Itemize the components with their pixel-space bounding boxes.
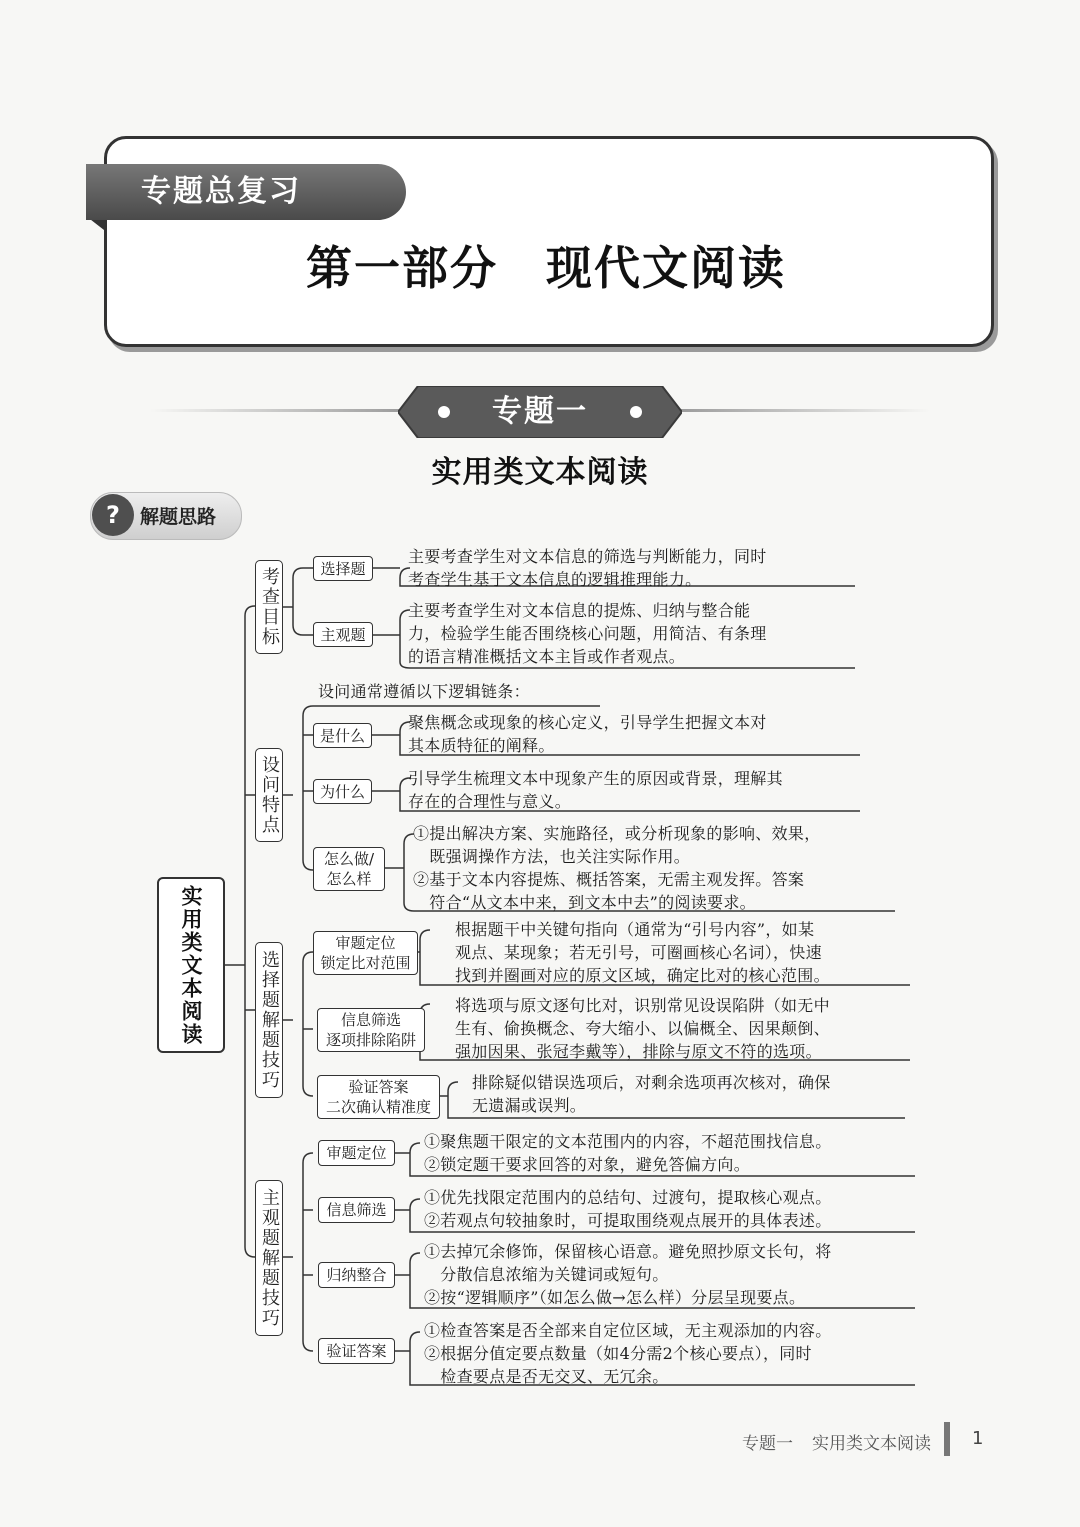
description-line: 无遗漏或误判。 xyxy=(472,1096,587,1115)
leaf-subj-filter xyxy=(318,1197,395,1223)
topic-label: 专题一 xyxy=(492,394,588,429)
root-label: 实用类文本阅读 xyxy=(179,884,203,1046)
category-label: 选择题解题技巧 xyxy=(259,950,280,1090)
description-line: 检查要点是否无交叉、无冗余。 xyxy=(424,1367,669,1386)
description-line: 其本质特征的阐释。 xyxy=(408,736,555,755)
footer-title: 实用类文本阅读 xyxy=(812,1434,931,1454)
approach-label: 解题思路 xyxy=(140,506,217,528)
question-bulb-icon: ? xyxy=(92,494,134,536)
description-line: 观点、某现象；若无引号，可圈画核心名词），快速 xyxy=(455,943,822,962)
leaf-label: 选择题 xyxy=(320,559,366,578)
leaf-label: 主观题 xyxy=(320,625,366,644)
leaf-label: 是什么 xyxy=(319,726,365,745)
topic-subtitle: 实用类文本阅读 xyxy=(431,455,649,490)
category-exam-goals xyxy=(255,560,283,654)
page-number: 1 xyxy=(972,1428,984,1449)
feature-description xyxy=(408,711,767,757)
description-line: 分散信息浓缩为关键词或短句。 xyxy=(424,1265,669,1284)
description-line: 聚焦概念或现象的核心定义，引导学生把握文本对 xyxy=(408,713,767,732)
feature-description xyxy=(413,822,821,914)
leaf-verify-choice xyxy=(317,1075,440,1119)
description-line: 主要考查学生对文本信息的提炼、归纳与整合能 xyxy=(408,601,751,620)
footer-divider xyxy=(944,1422,950,1456)
category-choice-skills xyxy=(255,942,283,1098)
description-line: 生有、偷换概念、夸大缩小、以偏概全、因果颠倒、 xyxy=(455,1019,830,1038)
subjective-skill-description xyxy=(424,1186,832,1232)
description-line: ②按“逻辑顺序”（如怎么做→怎么样）分层呈现要点。 xyxy=(424,1288,806,1307)
feature-description xyxy=(408,767,783,813)
leaf-locate-scope xyxy=(313,931,418,975)
goal-description xyxy=(408,545,767,591)
description-line: ②锁定题干要求回答的对象，避免答偏方向。 xyxy=(424,1155,751,1174)
subjective-skill-description xyxy=(424,1130,832,1176)
description-line: ①提出解决方案、实施路径，或分析现象的影响、效果， xyxy=(413,824,821,843)
category-label: 考查目标 xyxy=(259,567,280,647)
mindmap-root xyxy=(157,877,225,1053)
subjective-skill-description xyxy=(424,1240,832,1309)
description-line: ①检查答案是否全部来自定位区域，无主观添加的内容。 xyxy=(424,1321,832,1340)
description-line: ①优先找限定范围内的总结句、过渡句，提取核心观点。 xyxy=(424,1188,832,1207)
leaf-subj-summarize xyxy=(318,1262,395,1288)
leaf-what xyxy=(313,723,372,748)
description-line: 强加因果、张冠李戴等），排除与原文不符的选项。 xyxy=(455,1042,822,1061)
description-line: ①去掉冗余修饰，保留核心语意。避免照抄原文长句，将 xyxy=(424,1242,832,1261)
description-line: 主要考查学生对文本信息的筛选与判断能力，同时 xyxy=(408,547,767,566)
choice-skill-description xyxy=(472,1071,831,1117)
category-question-features xyxy=(255,748,283,842)
description-line: 排除疑似错误选项后，对剩余选项再次核对，确保 xyxy=(472,1073,831,1092)
leaf-choice-question xyxy=(313,556,373,581)
leaf-subj-locate xyxy=(318,1140,395,1166)
subjective-skill-description xyxy=(424,1319,832,1388)
description-line: 的语言精准概括文本主旨或作者观点。 xyxy=(408,647,686,666)
category-subjective-skills xyxy=(255,1180,283,1336)
description-line: 符合“从文本中来，到文本中去”的阅读要求。 xyxy=(413,893,756,912)
leaf-label: 审题定位 xyxy=(326,1144,387,1162)
leaf-label: 归纳整合 xyxy=(326,1266,387,1284)
part-title: 第一部分 现代文阅读 xyxy=(306,241,786,295)
description-line: 根据题干中关键句指向（通常为“引号内容”，如某 xyxy=(455,920,815,939)
description-line: 力，检验学生能否围绕核心问题，用简洁、有条理 xyxy=(408,624,767,643)
review-tag: 专题总复习 xyxy=(86,164,406,220)
category-label: 设问特点 xyxy=(259,755,280,835)
description-line: ②若观点句较抽象时，可提取围绕观点展开的具体表述。 xyxy=(424,1211,832,1230)
description-line: 将选项与原文逐句比对，识别常见设误陷阱（如无中 xyxy=(455,996,830,1015)
category-label: 主观题解题技巧 xyxy=(259,1188,280,1328)
leaf-label: 信息筛选 逐项排除陷阱 xyxy=(325,1011,416,1049)
description-line: ②根据分值定要点数量（如4分需2个核心要点），同时 xyxy=(424,1344,812,1363)
question-intro: 设问通常遵循以下逻辑链条： xyxy=(318,682,530,701)
goal-description xyxy=(408,599,767,668)
description-line: 存在的合理性与意义。 xyxy=(408,792,572,811)
leaf-subj-verify xyxy=(318,1338,395,1364)
description-line: 既强调操作方法，也关注实际作用。 xyxy=(413,847,691,866)
description-line: ①聚焦题干限定的文本范围内的内容，不超范围找信息。 xyxy=(424,1132,832,1151)
leaf-how xyxy=(313,847,385,891)
description-line: ②基于文本内容提炼、概括答案，无需主观发挥。答案 xyxy=(413,870,805,889)
description-line: 引导学生梳理文本中现象产生的原因或背景，理解其 xyxy=(408,769,783,788)
choice-skill-description xyxy=(455,994,830,1063)
leaf-label: 审题定位 锁定比对范围 xyxy=(320,934,411,972)
leaf-eliminate-traps xyxy=(317,1008,425,1052)
leaf-label: 怎么做/ 怎么样 xyxy=(323,850,375,888)
choice-skill-description xyxy=(455,918,830,987)
description-line: 考查学生基于文本信息的逻辑推理能力。 xyxy=(408,570,702,589)
leaf-label: 信息筛选 xyxy=(326,1201,387,1219)
leaf-label: 验证答案 xyxy=(326,1342,387,1360)
leaf-why xyxy=(313,779,372,804)
description-line: 找到并圈画对应的原文区域，确定比对的核心范围。 xyxy=(455,966,830,985)
leaf-label: 验证答案 二次确认精准度 xyxy=(325,1078,431,1116)
leaf-subjective-question xyxy=(313,622,373,647)
footer-topic: 专题一 xyxy=(742,1434,793,1454)
leaf-label: 为什么 xyxy=(319,782,365,801)
